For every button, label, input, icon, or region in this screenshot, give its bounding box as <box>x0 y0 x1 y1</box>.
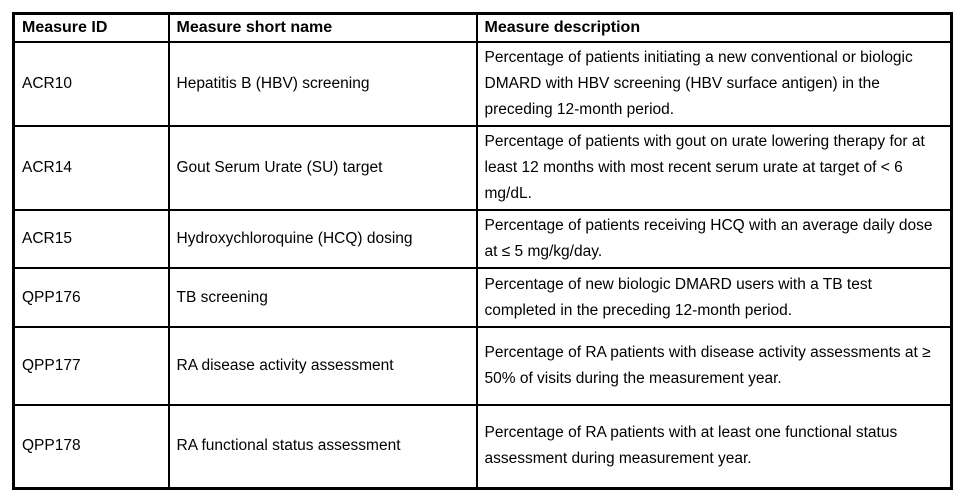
table-row <box>14 327 952 405</box>
table-header-row <box>14 14 952 43</box>
table-row <box>14 42 952 126</box>
cell-measure-id: QPP176 <box>14 268 169 327</box>
cell-measure-short-name: TB screening <box>169 268 477 327</box>
cell-measure-id: ACR10 <box>14 42 169 126</box>
cell-measure-description: Percentage of new biologic DMARD users with a TB test completed in the preceding 12-month period. <box>477 268 952 327</box>
cell-measure-short-name: RA functional status assessment <box>169 405 477 488</box>
cell-measure-id: QPP178 <box>14 405 169 488</box>
cell-measure-description: Percentage of patients receiving HCQ with an average daily dose at ≤ 5 mg/kg/day. <box>477 210 952 268</box>
cell-measure-short-name: RA disease activity assessment <box>169 327 477 405</box>
cell-measure-description: Percentage of patients initiating a new conventional or biologic DMARD with HBV screening (HBV surface antigen) in the preceding 12-month period. <box>477 42 952 126</box>
column-header-measure-short-name: Measure short name <box>169 14 477 43</box>
quality-measures-table <box>12 12 953 490</box>
table-row <box>14 405 952 488</box>
table-row <box>14 126 952 210</box>
column-header-measure-id: Measure ID <box>14 14 169 43</box>
cell-measure-description: Percentage of RA patients with disease activity assessments at ≥ 50% of visits during the measurement year. <box>477 327 952 405</box>
cell-measure-short-name: Hepatitis B (HBV) screening <box>169 42 477 126</box>
cell-measure-id: ACR14 <box>14 126 169 210</box>
cell-measure-id: QPP177 <box>14 327 169 405</box>
column-header-measure-description: Measure description <box>477 14 952 43</box>
cell-measure-id: ACR15 <box>14 210 169 268</box>
cell-measure-short-name: Gout Serum Urate (SU) target <box>169 126 477 210</box>
cell-measure-description: Percentage of patients with gout on urate lowering therapy for at least 12 months with most recent serum urate at target of < 6 mg/dL. <box>477 126 952 210</box>
table-row <box>14 210 952 268</box>
cell-measure-description: Percentage of RA patients with at least one functional status assessment during measurement year. <box>477 405 952 488</box>
table-row <box>14 268 952 327</box>
cell-measure-short-name: Hydroxychloroquine (HCQ) dosing <box>169 210 477 268</box>
